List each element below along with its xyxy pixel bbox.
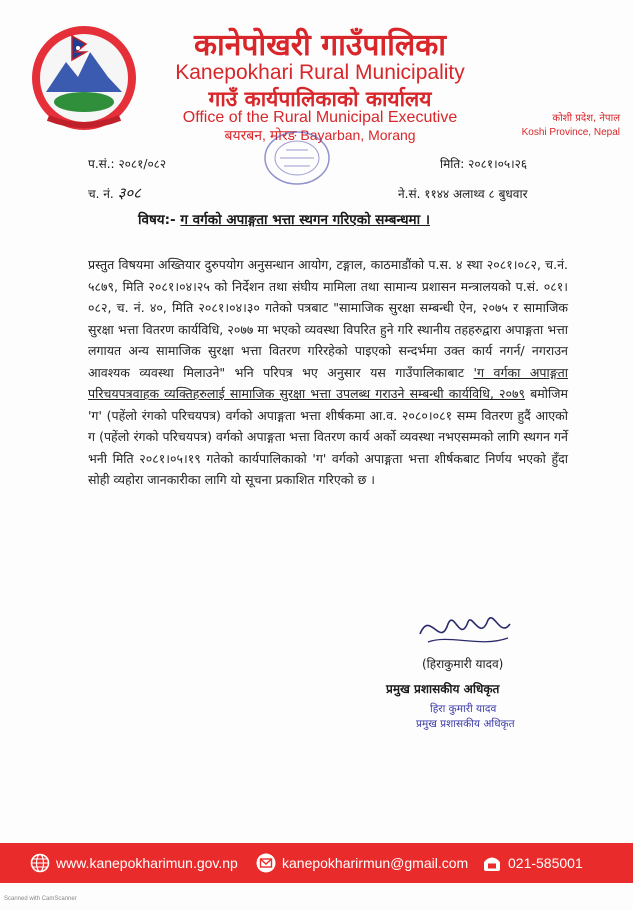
website-link[interactable]: www.kanepokharimun.gov.np [56, 855, 238, 871]
municipality-name-nepali: कानेपोखरी गाउँपालिका [193, 28, 447, 63]
reference-number [88, 155, 166, 172]
signatory-title: प्रमुख प्रशासकीय अधिकृत [386, 682, 500, 696]
globe-icon [30, 853, 50, 873]
municipality-name-english: Kanepokhari Rural Municipality [175, 61, 465, 84]
email-link[interactable]: kanepokharirmun@gmail.com [282, 855, 469, 871]
office-address: बयरबन, मोरङ Bayarban, Morang [224, 127, 416, 143]
footer-email[interactable] [256, 853, 468, 873]
letter-body [88, 254, 568, 491]
office-name-english: Office of the Rural Municipal Executive [182, 109, 458, 126]
nepal-sambat-date: ने.सं. ११४४ अलाथ्व ८ बुधवार [398, 187, 528, 201]
body-part-1: प्रस्तुत विषयमा अख्तियार दुरुपयोग अनुसन्धान आयोग, टङ्गाल, काठमाडौंको प.स. ४ स्था २०८१।०८२, च.नं. ५८७९, मिति २०८१।०४।२५ को निर्देशन तथा संघीय मामिला तथा सामान्य प्रशासन मन्त्रालयको प.सं. ०८१।०८२, च. नं. ४०, मिति २०८१।०४।३० गतेको पत्रबाट "सामाजिक सुरक्षा सम्बन्धी ऐन, २०७५ र सामाजिक सुरक्षा भत्ता वितरण कार्यविधि, २०७७ मा भएको व्यवस्था विपरित हुने गरि स्थानीय तहहरुद्वारा अपाङ्गता भत्ता लगायत अन्य सामाजिक सुरक्षा भत्ता वितरण गरिरहेको पाइएको सन्दर्भमा उक्त कार्य नगर्न/ नगराउन आवश्यक व्यवस्था मिलाउने" भनि परिपत्र भए अनुसार यस गाउँपालिकाबाट [88, 257, 568, 380]
body-part-2: बमोजिम 'ग' (पहेंलो रंगको परिचयपत्र) वर्गको अपाङ्गता भत्ता शीर्षकमा आ.व. २०८०।०८१ सम्म वितरण हुदैं आएको ग (पहेंलो रंगको परिचयपत्र) वर्गको अपाङ्गता भत्ता वितरण कार्य अर्को व्यवस्था नभएसम्मको लागि स्थगन गर्ने भनी मिति २०८१।०५।१९ गतेको कार्यपालिकाको 'ग' वर्गको अपाङ्गता भत्ता शीर्षकबाट निर्णय भएको हुँदा सोही व्यहोरा जानकारीका लागि यो सूचना प्रकाशित गरिएको छ । [88, 386, 568, 487]
dispatch-value: ३०८ [117, 184, 141, 202]
footer-phone[interactable] [482, 853, 583, 873]
signatory-name: (हिराकुमारी यादव) [422, 657, 504, 671]
phone-number[interactable]: 021-585001 [508, 855, 583, 871]
signature-icon [410, 604, 520, 654]
subject-text: ग वर्गको अपाङ्गता भत्ता स्थगन गरिएको सम्बन्धमा । [180, 212, 430, 228]
scanner-watermark: Scanned with CamScanner [4, 896, 77, 902]
subject-label: विषय:- [138, 212, 176, 228]
ref-label: प.सं.: [88, 157, 115, 171]
dispatch-label: च. नं. [88, 187, 114, 201]
ref-value: २०८१/०८२ [118, 157, 167, 171]
office-stamp-icon [262, 128, 332, 188]
footer-website[interactable] [30, 853, 238, 873]
name-seal [416, 702, 515, 732]
dispatch-number [88, 183, 141, 203]
email-icon [256, 853, 276, 873]
letter-date [440, 155, 527, 172]
date-label: मिति: [440, 157, 465, 171]
footer-bar [0, 843, 633, 883]
province-nepali: कोशी प्रदेश, नेपाल [552, 113, 620, 124]
seal-name: हिरा कुमारी यादव [430, 703, 497, 715]
body-underlined: 'ग वर्गका अपाङ्गता परिचयपत्रवाहक व्यक्तिहरुलाई सामाजिक सुरक्षा भत्ता उपलब्ध गराउने सम्बन्धी कार्यविधि, २०७९ [88, 364, 568, 401]
seal-title: प्रमुख प्रशासकीय अधिकृत [416, 718, 515, 730]
office-name-nepali: गाउँ कार्यपालिकाको कार्यालय [208, 87, 432, 111]
date-value: २०८१।०५।२६ [468, 157, 528, 171]
subject-line [138, 210, 430, 228]
province-english: Koshi Province, Nepal [521, 127, 620, 138]
nepal-emblem-icon [28, 22, 140, 134]
phone-icon [482, 853, 502, 873]
